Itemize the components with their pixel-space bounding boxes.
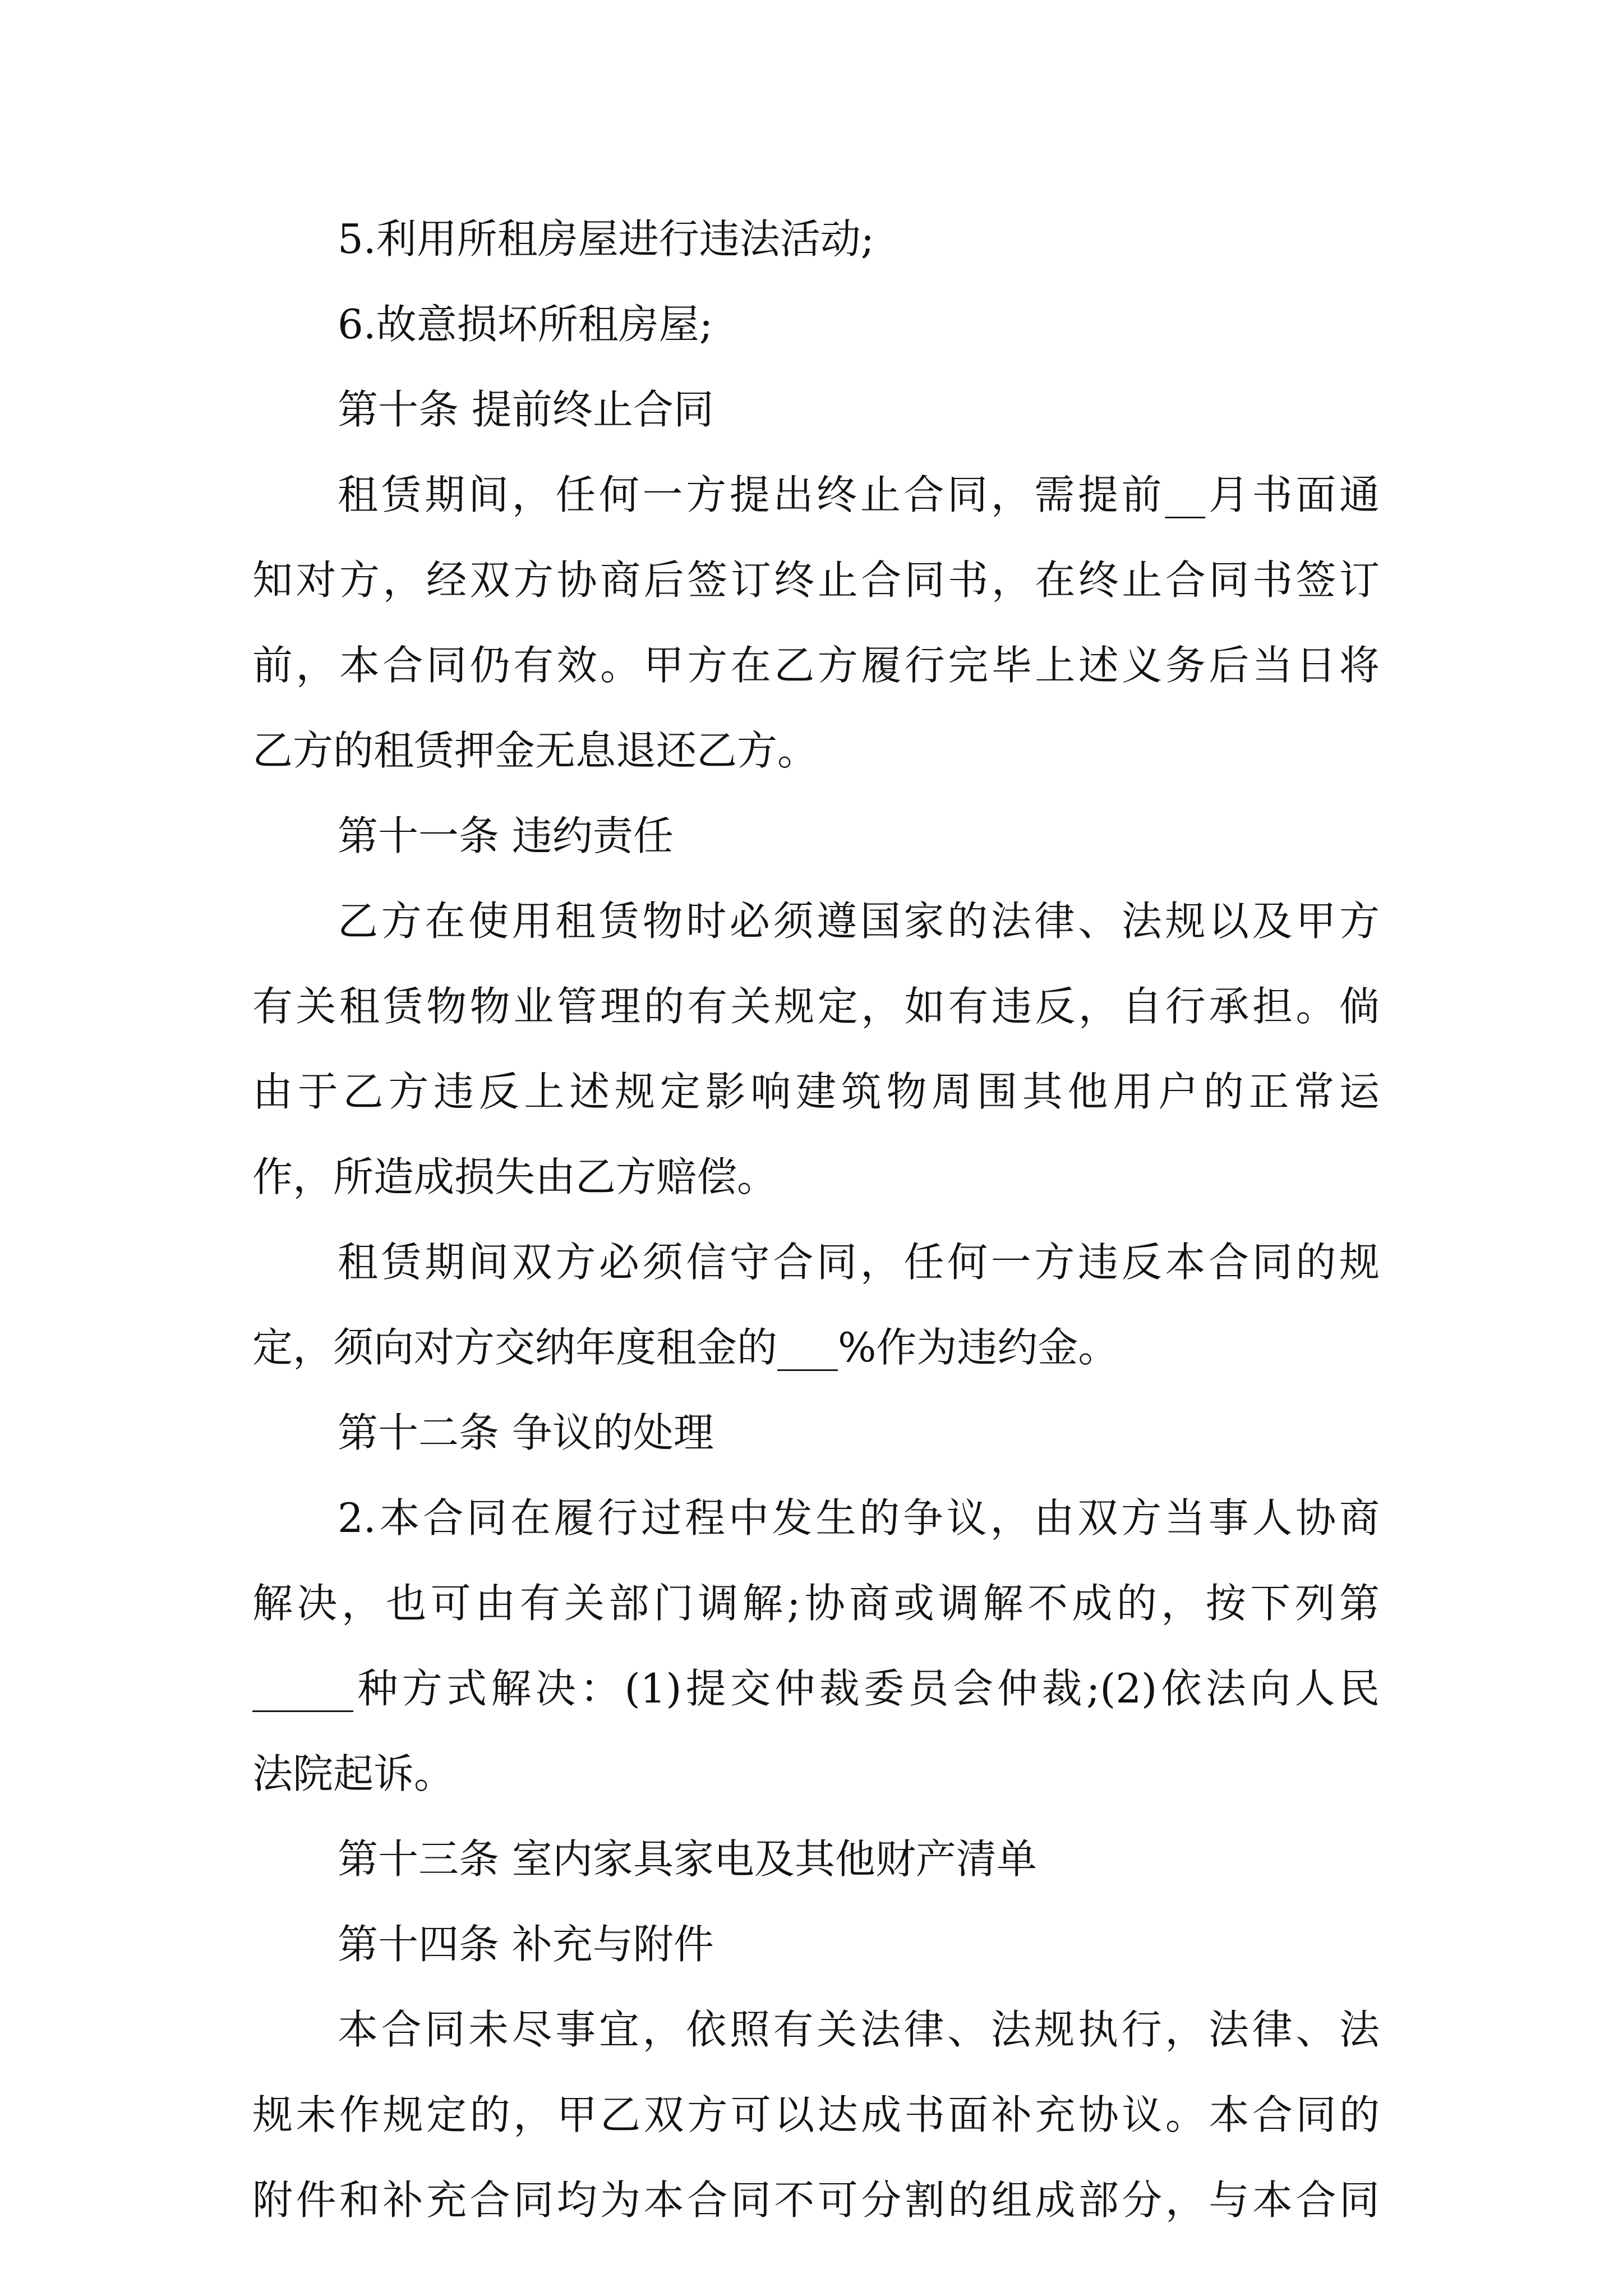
paragraph-line: 知对方，经双方协商后签订终止合同书，在终止合同书签订 bbox=[252, 556, 1380, 604]
article-11-heading: 第十一条 违约责任 bbox=[338, 812, 674, 859]
paragraph-line: 前，本合同仍有效。甲方在乙方履行完毕上述义务后当日将 bbox=[252, 642, 1380, 689]
paragraph-line: 租赁期间双方必须信守合同，任何一方违反本合同的规 bbox=[338, 1239, 1380, 1286]
paragraph-line: 租赁期间，任何一方提出终止合同，需提前__月书面通 bbox=[338, 471, 1380, 518]
paragraph-line: 本合同未尽事宜，依照有关法律、法规执行，法律、法 bbox=[338, 2006, 1380, 2053]
paragraph-line: 解决，也可由有关部门调解;协商或调解不成的，按下列第 bbox=[252, 1580, 1380, 1627]
article-10-heading: 第十条 提前终止合同 bbox=[338, 386, 714, 433]
article-14-heading: 第十四条 补充与附件 bbox=[338, 1921, 714, 1968]
list-item-5: 5.利用所租房屋进行违法活动; bbox=[338, 215, 874, 263]
paragraph-line: 定，须向对方交纳年度租金的___%作为违约金。 bbox=[252, 1324, 1119, 1371]
article-13-heading: 第十三条 室内家具家电及其他财产清单 bbox=[338, 1835, 1037, 1883]
paragraph-line: 规未作规定的，甲乙双方可以达成书面补充协议。本合同的 bbox=[252, 2091, 1380, 2138]
paragraph-line: 2.本合同在履行过程中发生的争议，由双方当事人协商 bbox=[338, 1494, 1380, 1542]
paragraph-line: 乙方的租赁押金无息退还乙方。 bbox=[252, 727, 818, 774]
article-12-heading: 第十二条 争议的处理 bbox=[338, 1409, 714, 1456]
paragraph-line: 作，所造成损失由乙方赔偿。 bbox=[252, 1153, 778, 1200]
paragraph-line: 由于乙方违反上述规定影响建筑物周围其他用户的正常运 bbox=[252, 1068, 1380, 1115]
paragraph-line: _____种方式解决：(1)提交仲裁委员会仲裁;(2)依法向人民 bbox=[252, 1665, 1380, 1712]
paragraph-line: 附件和补充合同均为本合同不可分割的组成部分，与本合同 bbox=[252, 2177, 1380, 2224]
document-body bbox=[252, 196, 1380, 2243]
list-item-6: 6.故意损坏所租房屋; bbox=[338, 301, 713, 348]
paragraph-line: 乙方在使用租赁物时必须遵国家的法律、法规以及甲方 bbox=[338, 898, 1380, 945]
paragraph-line: 法院起诉。 bbox=[252, 1750, 455, 1797]
paragraph-line: 有关租赁物物业管理的有关规定，如有违反，自行承担。倘 bbox=[252, 983, 1380, 1030]
